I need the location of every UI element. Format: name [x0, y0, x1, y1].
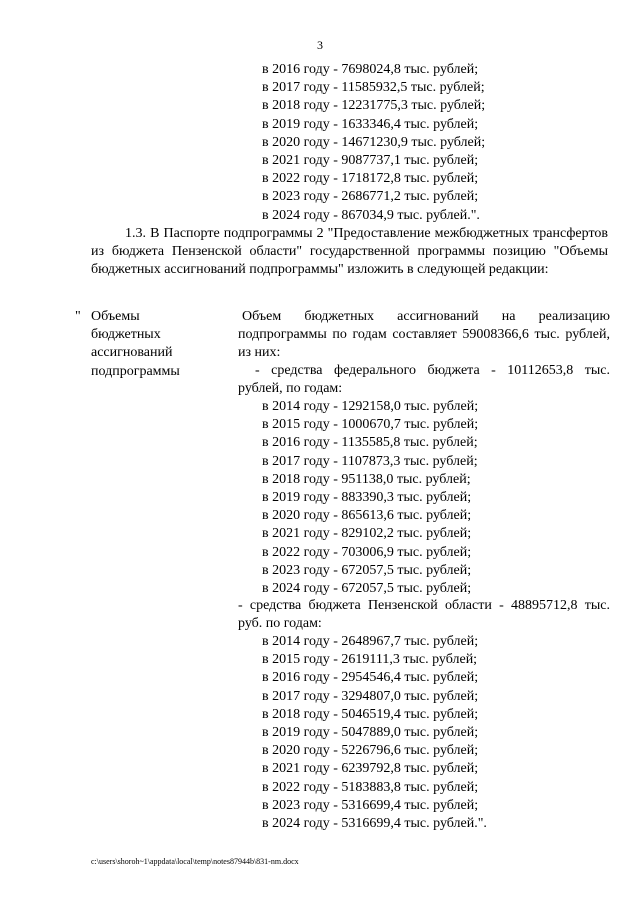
- year-line: в 2023 году - 5316699,4 тыс. рублей;: [262, 797, 479, 813]
- year-line: в 2024 году - 672057,5 тыс. рублей;: [262, 581, 472, 597]
- year-line: в 2021 году - 6239792,8 тыс. рублей;: [262, 761, 479, 777]
- year-line: в 2014 году - 1292158,0 тыс. рублей;: [262, 399, 479, 414]
- year-line: в 2018 году - 951138,0 тыс. рублей;: [262, 471, 471, 487]
- year-line: в 2016 году - 1135585,8 тыс. рублей;: [262, 435, 478, 451]
- year-line: в 2016 году - 7698024,8 тыс. рублей;: [262, 62, 479, 77]
- year-line: в 2019 году - 5047889,0 тыс. рублей;: [262, 725, 479, 741]
- regional-year-list: [262, 633, 487, 833]
- amendment-paragraph: 1.3. В Паспорте подпрограммы 2 "Предоставление межбюджетных трансфертов из бюджета Пензенской области" государственной программы позицию "Объемы бюджетных ассигнований подпрограммы" изложить в следующей редакции:: [91, 226, 608, 278]
- year-line: в 2021 году - 829102,2 тыс. рублей;: [262, 526, 472, 542]
- year-line: в 2017 году - 1107873,3 тыс. рублей;: [262, 453, 478, 469]
- year-line: в 2014 году - 2648967,7 тыс. рублей;: [262, 634, 479, 649]
- year-line: в 2019 году - 1633346,4 тыс. рублей;: [262, 116, 479, 132]
- passport-label: Объемы бюджетных ассигнований подпрограммы: [91, 309, 180, 379]
- year-line: в 2023 году - 672057,5 тыс. рублей;: [262, 562, 472, 578]
- year-line: в 2024 году - 5316699,4 тыс. рублей.".: [262, 816, 487, 832]
- regional-intro: - средства бюджета Пензенской области - 48895712,8 тыс. руб. по годам:: [238, 598, 610, 632]
- year-line: в 2019 году - 883390,3 тыс. рублей;: [262, 490, 472, 506]
- year-line: в 2015 году - 1000670,7 тыс. рублей;: [262, 417, 479, 433]
- year-line: в 2022 году - 1718172,8 тыс. рублей;: [262, 171, 479, 187]
- year-line: в 2022 году - 703006,9 тыс. рублей;: [262, 544, 472, 560]
- year-line: в 2023 году - 2686771,2 тыс. рублей;: [262, 189, 479, 205]
- year-line: в 2017 году - 3294807,0 тыс. рублей;: [262, 688, 479, 704]
- federal-intro: - средства федерального бюджета - 10112653,8 тыс. рублей, по годам:: [238, 363, 610, 397]
- year-line: в 2015 году - 2619111,3 тыс. рублей;: [262, 652, 478, 668]
- year-line: в 2018 году - 5046519,4 тыс. рублей;: [262, 706, 479, 722]
- year-line: в 2020 году - 865613,6 тыс. рублей;: [262, 508, 472, 524]
- year-line: в 2022 году - 5183883,8 тыс. рублей;: [262, 779, 479, 795]
- year-line: в 2024 году - 867034,9 тыс. рублей.".: [262, 207, 480, 223]
- year-line: в 2020 году - 5226796,6 тыс. рублей;: [262, 743, 479, 759]
- year-line: в 2018 году - 12231775,3 тыс. рублей;: [262, 98, 486, 114]
- year-line: в 2017 году - 11585932,5 тыс. рублей;: [262, 80, 485, 96]
- federal-year-list: [262, 398, 478, 598]
- year-line: в 2016 году - 2954546,4 тыс. рублей;: [262, 670, 479, 686]
- top-year-list: [262, 61, 485, 225]
- passport-intro: [238, 308, 610, 363]
- file-path-footer: c:\users\shoroh~1\appdata\local\temp\notes87944b\831-nm.docx: [91, 857, 299, 866]
- page-number: 3: [317, 38, 323, 52]
- passport-intro-text: Объем бюджетных ассигнований на реализацию подпрограммы по годам составляет 59008366,6 тыс. рублей, из них:: [238, 309, 610, 361]
- year-line: в 2020 году - 14671230,9 тыс. рублей;: [262, 134, 486, 150]
- year-line: в 2021 году - 9087737,1 тыс. рублей;: [262, 153, 479, 169]
- opening-quote: ": [75, 309, 81, 324]
